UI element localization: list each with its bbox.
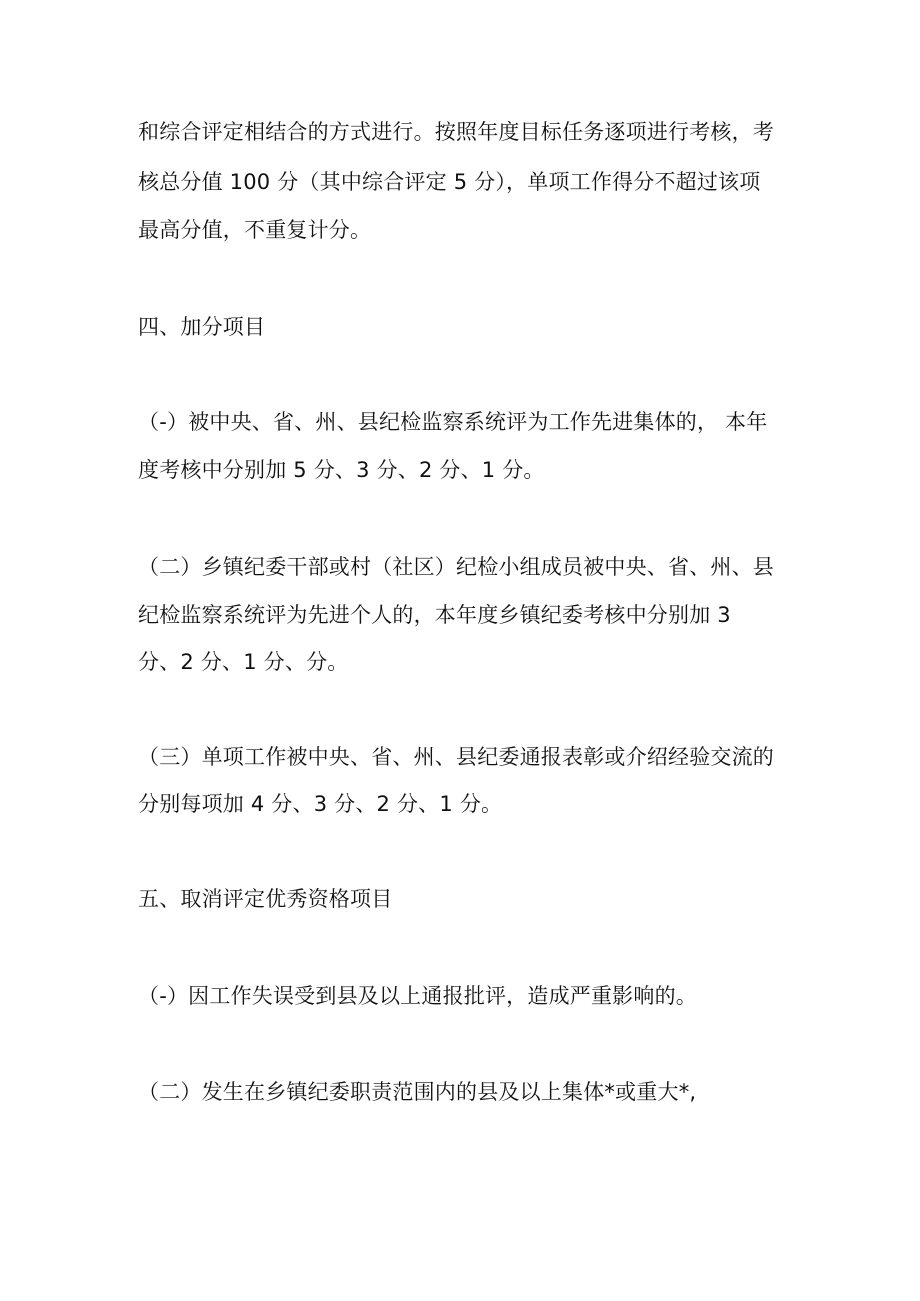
intro-line-2: 核总分值 100 分（其中综合评定 5 分），单项工作得分不超过该项 — [138, 170, 761, 194]
section-5-item-1-line-1: （-）因工作失误受到县及以上通报批评，造成严重影响的。 — [138, 984, 697, 1008]
section-4-heading: 四、加分项目 — [138, 315, 266, 339]
intro-line-3: 最高分值，不重复计分。 — [138, 218, 372, 242]
section-4-item-3-line-2: 分别每项加 4 分、3 分、2 分、1 分。 — [138, 792, 503, 816]
section-4-item-3-line-1: （三）单项工作被中央、省、州、县纪委通报表彰或介绍经验交流的 — [138, 745, 774, 769]
intro-line-1: 和综合评定相结合的方式进行。按照年度目标任务逐项进行考核，考 — [138, 120, 774, 144]
section-4-item-2-line-2: 纪检监察系统评为先进个人的，本年度乡镇纪委考核中分别加 3 — [138, 603, 731, 627]
section-5-heading: 五、取消评定优秀资格项目 — [138, 887, 393, 911]
section-4-item-2-line-1: （二）乡镇纪委干部或村（社区）纪检小组成员被中央、省、州、县 — [138, 555, 774, 579]
section-4-item-1-line-2: 度考核中分别加 5 分、3 分、2 分、1 分。 — [138, 458, 545, 482]
section-4-item-1-line-1: （-）被中央、省、州、县纪检监察系统评为工作先进集体的， 本年 — [138, 410, 768, 434]
section-5-item-2-line-1: （二）发生在乡镇纪委职责范围内的县及以上集体*或重大*, — [138, 1080, 697, 1104]
section-4-item-2-line-3: 分、2 分、1 分、分。 — [138, 650, 349, 674]
